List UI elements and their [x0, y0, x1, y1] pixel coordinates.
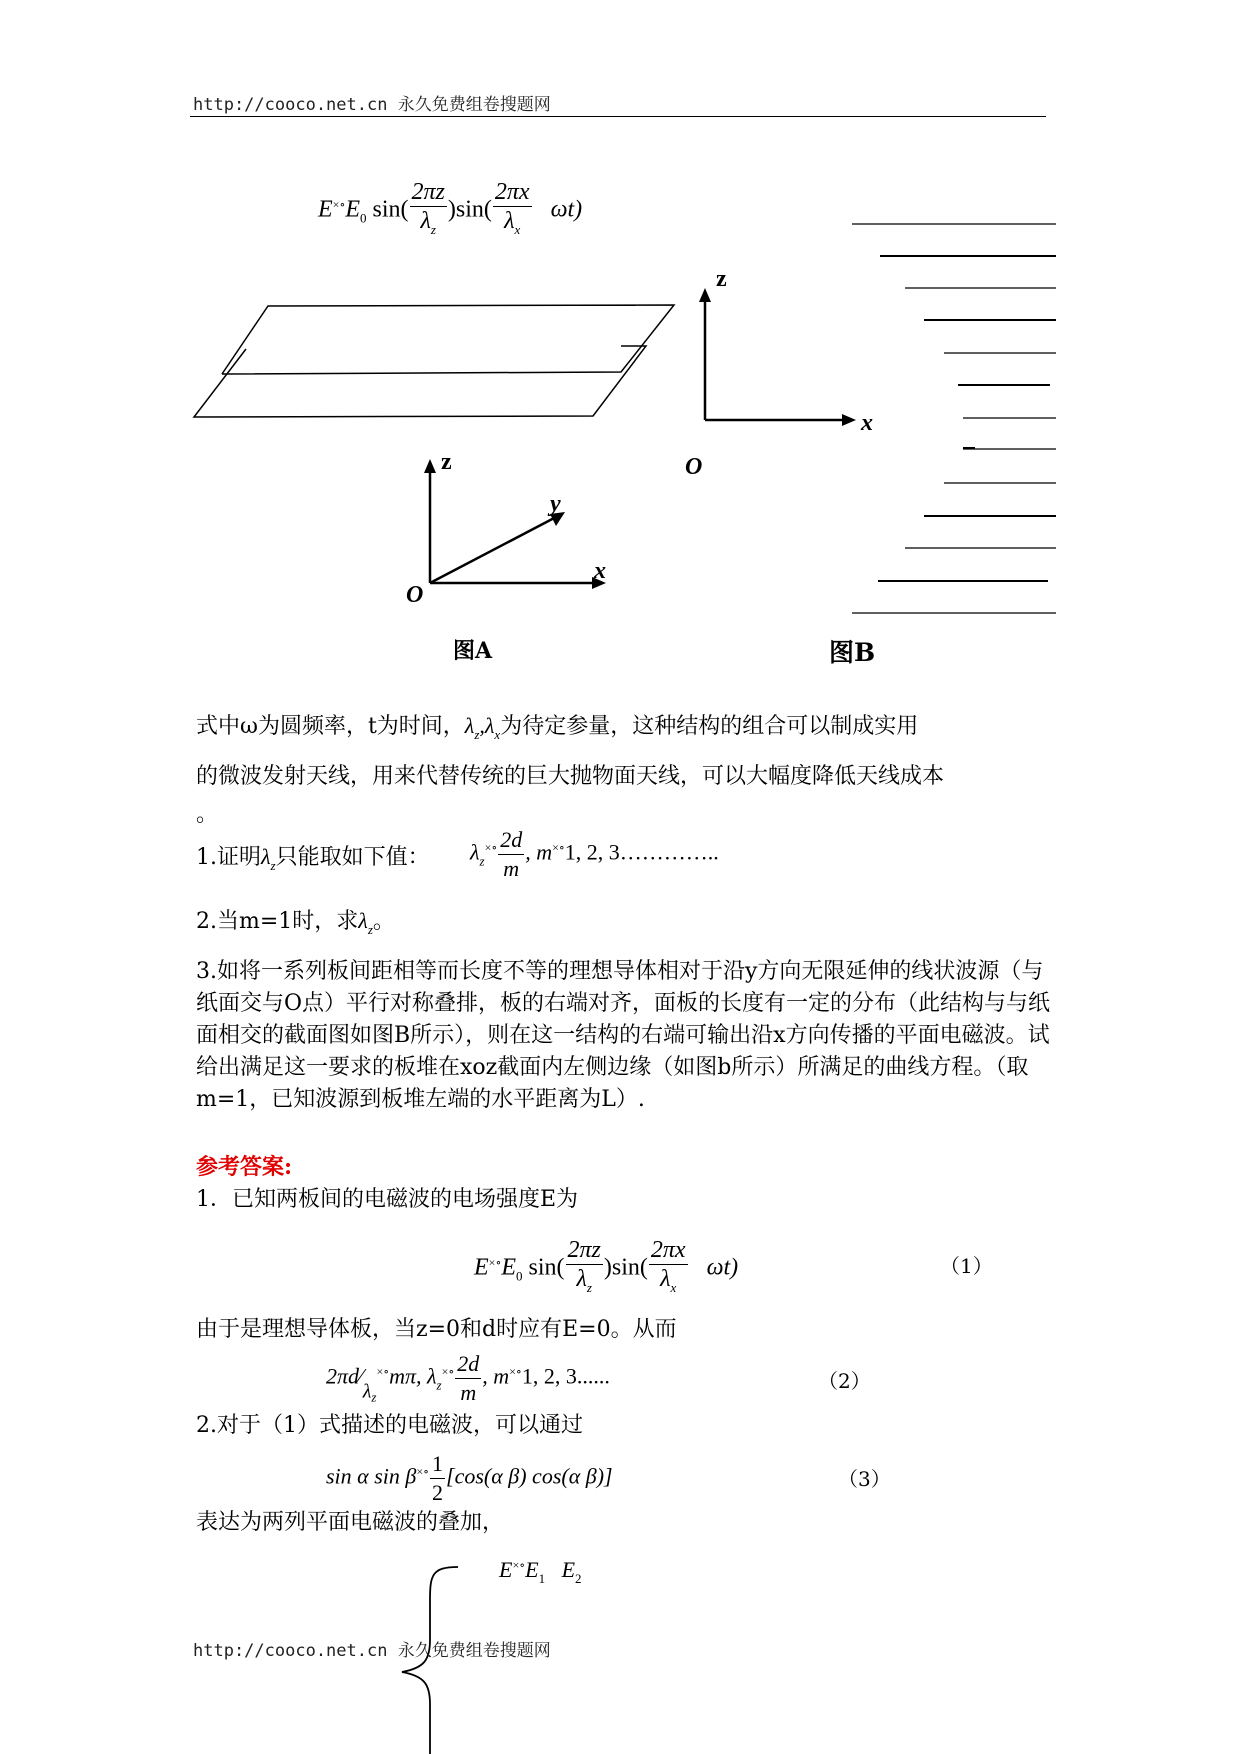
arrow-x-right [842, 414, 856, 426]
equation-3: sin α sin β×∘ $\frac{1}{2}$ [cos(α β) cos(α β)] [326, 1451, 613, 1505]
answer-1-b: 由于是理想导体板，当z=0和d时应有E=0。从而 [196, 1317, 677, 1342]
figure-diagram [0, 0, 1241, 700]
question-1-equation: $\lambda_z^{\times\circ}$ $\frac{2d}{m}$ , m×∘1, 2, 3………….. [470, 827, 719, 881]
lower-plate-outline [194, 346, 646, 417]
equation-1: $E^{\times\circ}E_0$ sin( $\frac{2\pi z}{\lambda_z}$ )sin( $\frac{2\pi x}{\lambda_x}$ ωt) [474, 1237, 739, 1295]
paragraph-line: 。 [196, 802, 219, 827]
page-footer: http://cooco.net.cn 永久免费组卷搜题网 [193, 1641, 551, 1661]
answer-1: 1．已知两板间的电磁波的电场强度E为 [196, 1187, 579, 1212]
upper-plate-outline [222, 305, 674, 374]
caption-figure-b: 图B [829, 638, 876, 667]
equation-3-label: （3） [838, 1467, 891, 1491]
axis-label-x-right: x [861, 410, 873, 436]
caption-figure-a: 图A [453, 638, 493, 664]
equation-4: $E^{\times\circ}E_1$ $E_2$ [499, 1557, 582, 1586]
answer-title: 参考答案: [196, 1154, 293, 1180]
paragraph-line: 的微波发射天线，用来代替传统的巨大抛物面天线，可以大幅度降低天线成本 [196, 764, 945, 789]
question-1: 1.证明$\lambda_z$只能取如下值： [196, 844, 430, 873]
axis-label-y-left: y [550, 491, 561, 517]
figure-equation: $E^{\times\circ}E_0$ sin( $\frac{2\pi z}{\lambda_z}$ )sin( $\frac{2\pi x}{\lambda_x}$ ωt) [318, 179, 583, 237]
arrow-z-right [699, 288, 711, 302]
axis-label-z-left: z [441, 449, 452, 475]
question-3: 3.如将一系列板间距相等而长度不等的理想导体相对于沿y方向无限延伸的线状波源（与纸面交与O点）平行对称叠排，板的右端对齐，面板的长度有一定的分布（此结构与与纸面相交的截面图如图B所示），则在这一结构的右端可输出沿x方向传播的平面电磁波。试给出满足这一要求的板堆在xoz截面内左侧边缘（如图b所示）所满足的曲线方程。（取m=1，已知波源到板堆左端的水平距离为L）. [196, 959, 1051, 1112]
page-header: http://cooco.net.cn 永久免费组卷搜题网 [193, 95, 551, 115]
paragraph-line: 式中ω为圆频率，t为时间，$\lambda_z,\lambda_x$为待定参量，这种结构的组合可以制成实用 [196, 713, 919, 742]
axis-y-left [430, 516, 558, 583]
arrow-z-left [424, 459, 436, 473]
question-2: 2.当m=1时，求$\lambda_z$。 [196, 908, 395, 937]
axis-label-z-right: z [716, 266, 727, 292]
equation-1-label: （1） [940, 1254, 993, 1278]
equation-2: $2\pi d⁄\lambda_z^{\times\circ}m\pi$, $\lambda_z^{\times\circ}$ $\frac{2d}{m}$ , m×∘1, 2, 3...... [326, 1351, 610, 1405]
axis-label-x-left: x [594, 558, 606, 584]
equation-2-label: （2） [818, 1369, 871, 1393]
answer-2: 2.对于（1）式描述的电磁波，可以通过 [196, 1413, 583, 1438]
axis-label-o-left: O [406, 582, 424, 608]
axis-label-o-right: O [685, 454, 703, 480]
answer-2-b: 表达为两列平面电磁波的叠加， [196, 1510, 505, 1535]
